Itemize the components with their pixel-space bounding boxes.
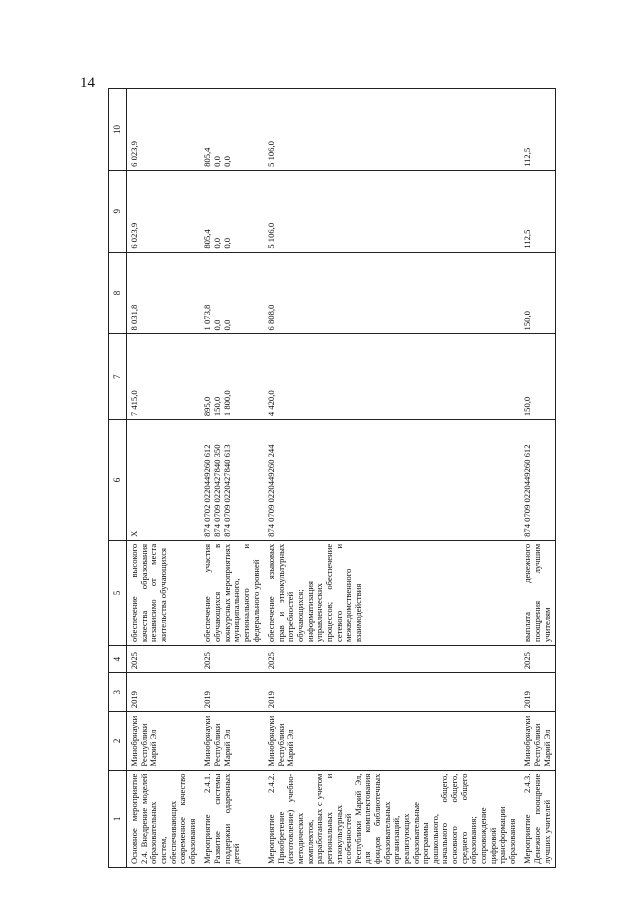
cell-line: Х bbox=[129, 530, 139, 537]
cell-c7 bbox=[520, 334, 555, 420]
cell-line: 874 0709 0220449260 244 bbox=[266, 444, 277, 537]
col-header: 2 bbox=[109, 712, 127, 770]
cell-c6 bbox=[200, 420, 264, 541]
cell-c9 bbox=[127, 170, 201, 252]
cell-c2: Минобрнауки Республики Марий Эл bbox=[520, 712, 555, 770]
cell-line: 112,5 bbox=[522, 229, 533, 249]
cell-c9 bbox=[200, 170, 264, 252]
cell-line: 0,0 bbox=[212, 237, 222, 249]
cell-line: 1 073,8 bbox=[202, 304, 213, 331]
cell-c5: выплата денежного поощрения лучшим учителям bbox=[520, 540, 555, 645]
cell-c7 bbox=[127, 334, 201, 420]
cell-line: 5 106,0 bbox=[266, 141, 277, 167]
cell-c3: 2019 bbox=[200, 673, 264, 712]
cell-c10 bbox=[127, 89, 201, 171]
table-row bbox=[200, 89, 264, 868]
cell-line: 0,0 bbox=[212, 156, 222, 167]
program-activities-table bbox=[108, 88, 556, 868]
cell-c1: Мероприятие 2.4.2. Приобретение (изготовление) учебно-методических комплектов, разработанных с учетом региональных и этнокультурных особенностей Республики Марий Эл, для комплектования фондов библиотечных образовательных организаций, реализующих образовательные программы дошкольного, начального общего, основного общего, среднего общего образования; сопровождение цифровой трансформации образования bbox=[264, 770, 520, 867]
cell-line: 7 415,0 bbox=[129, 390, 139, 417]
cell-line: 150,0 bbox=[212, 396, 222, 417]
cell-line: 5 106,0 bbox=[266, 222, 277, 249]
col-header: 7 bbox=[109, 334, 127, 420]
cell-line: 6 023,9 bbox=[129, 222, 139, 249]
cell-c10 bbox=[264, 89, 520, 171]
cell-c3: 2019 bbox=[127, 673, 201, 712]
cell-c8 bbox=[264, 252, 520, 334]
cell-c3: 2019 bbox=[264, 673, 520, 712]
page-number: 14 bbox=[80, 75, 95, 91]
cell-c1: Мероприятие 2.4.1. Развитие системы поддержки одаренных детей bbox=[200, 770, 264, 867]
cell-c10 bbox=[520, 89, 555, 171]
col-header: 9 bbox=[109, 170, 127, 252]
cell-c8 bbox=[200, 252, 264, 334]
col-header: 3 bbox=[109, 673, 127, 712]
cell-c5: обеспечение участия обучающихся в конкурсных мероприятиях муниципального, регионального и федерального уровней bbox=[200, 540, 264, 645]
cell-line: 874 0709 0220449260 612 bbox=[522, 444, 533, 537]
cell-c4: 2025 bbox=[127, 646, 201, 673]
cell-c8 bbox=[127, 252, 201, 334]
cell-line: 0,0 bbox=[212, 319, 222, 331]
col-header: 10 bbox=[109, 89, 127, 171]
cell-line: 874 0709 0220427840 350 bbox=[212, 444, 222, 537]
col-header: 8 bbox=[109, 252, 127, 334]
cell-c5: обеспечение высокого качества образования независимо от места жительства обучающихся bbox=[127, 540, 201, 645]
cell-line: 6 023,9 bbox=[129, 141, 139, 167]
table-row bbox=[264, 89, 520, 868]
cell-line: 1 800,0 bbox=[221, 390, 232, 417]
cell-line: 0,0 bbox=[221, 319, 232, 331]
cell-c1: Мероприятие 2.4.3. Денежное поощрение лучших учителей bbox=[520, 770, 555, 867]
cell-c4: 2025 bbox=[200, 646, 264, 673]
cell-line: 6 808,0 bbox=[266, 304, 277, 331]
cell-line: 0,0 bbox=[221, 156, 232, 167]
cell-line: 874 0702 0220449260 612 bbox=[202, 444, 213, 537]
cell-c3: 2019 bbox=[520, 673, 555, 712]
cell-line: 150,0 bbox=[522, 396, 533, 417]
cell-c9 bbox=[520, 170, 555, 252]
cell-c7 bbox=[264, 334, 520, 420]
cell-c4: 2025 bbox=[264, 646, 520, 673]
cell-line: 0,0 bbox=[221, 237, 232, 249]
col-header: 4 bbox=[109, 646, 127, 673]
cell-line: 895,0 bbox=[202, 396, 213, 417]
cell-c6 bbox=[127, 420, 201, 541]
cell-c6 bbox=[264, 420, 520, 541]
col-header: 6 bbox=[109, 420, 127, 541]
table-row bbox=[520, 89, 555, 868]
cell-c2: Минобрнауки Республики Марий Эл bbox=[127, 712, 201, 770]
cell-c6 bbox=[520, 420, 555, 541]
cell-c2: Минобрнауки Республики Марий Эл bbox=[200, 712, 264, 770]
cell-c1: Основное мероприятие 2.4. Внедрение моделей образовательных систем, обеспечивающих современное качество образования bbox=[127, 770, 201, 867]
table-row bbox=[127, 89, 201, 868]
cell-c10 bbox=[200, 89, 264, 171]
cell-c9 bbox=[264, 170, 520, 252]
cell-line: 805,4 bbox=[202, 229, 213, 249]
cell-c2: Минобрнауки Республики Марий Эл bbox=[264, 712, 520, 770]
cell-c5: обеспечение языковых прав и этнокультурных потребностей обучающихся; информатизация управленческих процессов; обеспечение сетевого и межведомственного взаимодействия bbox=[264, 540, 520, 645]
cell-line: 4 420,0 bbox=[266, 390, 277, 417]
cell-c4: 2025 bbox=[520, 646, 555, 673]
cell-line: 112,5 bbox=[522, 147, 533, 167]
cell-line: 150,0 bbox=[522, 311, 533, 331]
col-header: 1 bbox=[109, 770, 127, 867]
cell-c7 bbox=[200, 334, 264, 420]
cell-c8 bbox=[520, 252, 555, 334]
col-header: 5 bbox=[109, 540, 127, 645]
cell-line: 874 0709 0220427840 613 bbox=[221, 444, 232, 537]
column-number-row bbox=[109, 89, 127, 868]
cell-line: 8 031,8 bbox=[129, 304, 139, 331]
rotated-table-sheet bbox=[108, 88, 552, 868]
cell-line: 805,4 bbox=[202, 147, 213, 167]
